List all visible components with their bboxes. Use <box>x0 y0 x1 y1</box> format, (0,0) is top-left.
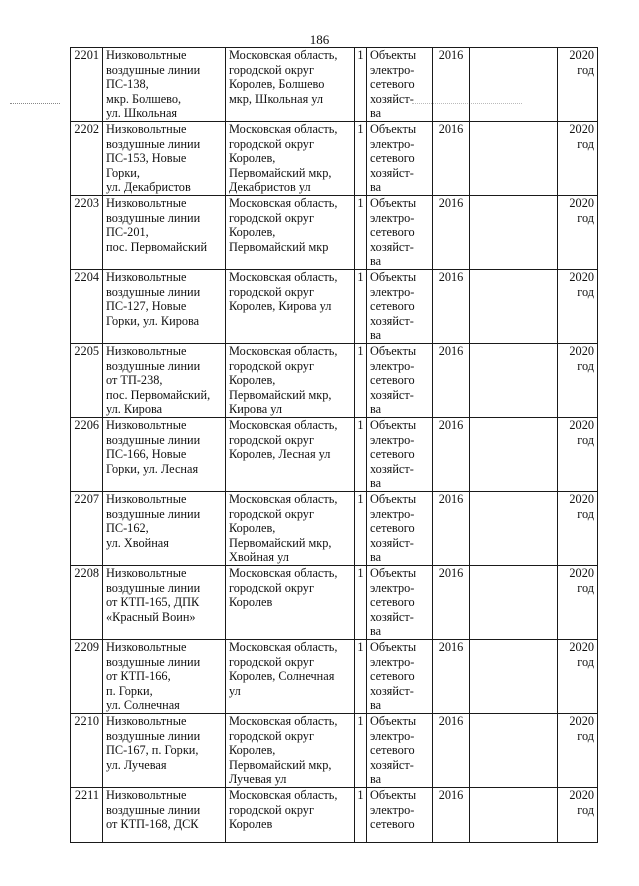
cell-line: 2020 <box>569 270 594 284</box>
cell-address <box>226 270 355 344</box>
cell-line: ПС-162, <box>106 521 149 536</box>
cell-address <box>226 122 355 196</box>
cell-line: ПС-166, Новые <box>106 447 187 462</box>
cell-quantity: 1 <box>355 48 367 122</box>
cell-line: городской округ <box>229 654 314 669</box>
page-number: 186 <box>309 32 330 47</box>
cell-line: воздушные линии <box>106 802 201 817</box>
cell-line: электро- <box>370 802 415 817</box>
cell-line: Первомайский мкр, <box>229 535 332 550</box>
cell-line: Объекты <box>370 418 417 432</box>
cell-line: воздушные линии <box>106 284 201 299</box>
cell-line: воздушные линии <box>106 580 201 595</box>
cell-line: год <box>577 654 594 669</box>
cell-plan-year <box>558 196 598 270</box>
cell-line: сетевого <box>370 447 415 462</box>
cell-plan-year <box>558 344 598 418</box>
cell-address <box>226 565 355 639</box>
cell-line: городской округ <box>229 136 314 151</box>
cell-plan-year <box>558 787 598 842</box>
cell-line: Низковольтные <box>106 48 187 62</box>
cell-line: сетевого <box>370 373 415 388</box>
cell-line: ва <box>370 624 382 639</box>
cell-line: Горки, ул. Лесная <box>106 461 199 476</box>
cell-line: хозяйст- <box>370 535 414 550</box>
cell-year: 2016 <box>433 565 470 639</box>
cell-object-type <box>367 48 433 122</box>
cell-line: сетевого <box>370 743 415 758</box>
scan-artifact <box>10 103 60 106</box>
cell-empty <box>470 565 558 639</box>
cell-object-name <box>103 639 226 713</box>
cell-line: воздушные линии <box>106 62 201 77</box>
cell-empty <box>470 787 558 842</box>
cell-line: сетевого <box>370 299 415 314</box>
cell-plan-year <box>558 270 598 344</box>
cell-number: 2207 <box>71 492 103 566</box>
cell-line: Королев, <box>229 743 276 758</box>
cell-address <box>226 787 355 842</box>
cell-number: 2206 <box>71 418 103 492</box>
cell-year: 2016 <box>433 713 470 787</box>
cell-line: ул. Школьная <box>106 106 178 121</box>
cell-line: Московская область, <box>229 418 338 432</box>
cell-line: Московская область, <box>229 270 338 284</box>
cell-line: Низковольтные <box>106 270 187 284</box>
cell-line: год <box>577 728 594 743</box>
cell-line: Объекты <box>370 492 417 506</box>
cell-quantity: 1 <box>355 344 367 418</box>
cell-line: хозяйст- <box>370 609 414 624</box>
cell-plan-year <box>558 713 598 787</box>
cell-line: ПС-167, п. Горки, <box>106 743 199 758</box>
cell-line: Московская область, <box>229 713 338 728</box>
cell-line: хозяйст- <box>370 683 414 698</box>
cell-line: хозяйст- <box>370 165 414 180</box>
cell-line: ул. Кирова <box>106 402 163 417</box>
cell-line: Объекты <box>370 639 417 654</box>
cell-object-type <box>367 787 433 842</box>
cell-plan-year <box>558 492 598 566</box>
cell-plan-year <box>558 639 598 713</box>
cell-object-name <box>103 122 226 196</box>
table-row <box>71 344 598 418</box>
cell-line: ва <box>370 106 382 121</box>
cell-empty <box>470 418 558 492</box>
cell-line: Королев, <box>229 521 276 536</box>
cell-year: 2016 <box>433 196 470 270</box>
cell-line: год <box>577 580 594 595</box>
cell-line: год <box>577 210 594 225</box>
cell-line: Горки, ул. Кирова <box>106 313 200 328</box>
cell-line: Московская область, <box>229 122 338 136</box>
cell-line: Низковольтные <box>106 196 187 210</box>
cell-line: Низковольтные <box>106 639 187 654</box>
cell-object-type <box>367 492 433 566</box>
cell-line: городской округ <box>229 506 314 521</box>
cell-quantity: 1 <box>355 713 367 787</box>
cell-number: 2204 <box>71 270 103 344</box>
cell-plan-year <box>558 565 598 639</box>
cell-line: городской округ <box>229 62 314 77</box>
cell-line: 2020 <box>569 492 594 506</box>
cell-year: 2016 <box>433 344 470 418</box>
cell-line: год <box>577 358 594 373</box>
cell-line: 2020 <box>569 713 594 728</box>
cell-line: Королев <box>229 595 273 610</box>
cell-line: 2020 <box>569 122 594 136</box>
cell-line: воздушные линии <box>106 728 201 743</box>
cell-line: пос. Первомайский <box>106 239 208 254</box>
cell-line: Объекты <box>370 787 417 802</box>
cell-line: ул. Солнечная <box>106 698 180 713</box>
cell-line: год <box>577 802 594 817</box>
cell-line: ва <box>370 772 382 787</box>
cell-line: хозяйст- <box>370 239 414 254</box>
cell-line: городской округ <box>229 580 314 595</box>
cell-number: 2205 <box>71 344 103 418</box>
cell-line: от КТП-165, ДПК <box>106 595 200 610</box>
cell-line: п. Горки, <box>106 683 153 698</box>
cell-empty <box>470 639 558 713</box>
table-row <box>71 270 598 344</box>
cell-line: ва <box>370 550 382 565</box>
cell-line: Низковольтные <box>106 344 187 358</box>
cell-line: Московская область, <box>229 639 338 654</box>
cell-object-name <box>103 713 226 787</box>
cell-line: хозяйст- <box>370 461 414 476</box>
cell-object-name <box>103 48 226 122</box>
cell-number: 2209 <box>71 639 103 713</box>
cell-line: год <box>577 284 594 299</box>
cell-quantity: 1 <box>355 492 367 566</box>
cell-line: Объекты <box>370 713 417 728</box>
cell-line: Объекты <box>370 122 417 136</box>
cell-line: Московская область, <box>229 48 338 62</box>
cell-line: воздушные линии <box>106 654 201 669</box>
cell-line: Объекты <box>370 48 417 62</box>
cell-line: электро- <box>370 506 415 521</box>
cell-line: Низковольтные <box>106 122 187 136</box>
cell-line: 2020 <box>569 196 594 210</box>
cell-quantity: 1 <box>355 639 367 713</box>
table-row <box>71 122 598 196</box>
cell-line: городской округ <box>229 284 314 299</box>
cell-address <box>226 639 355 713</box>
cell-plan-year <box>558 122 598 196</box>
cell-line: Объекты <box>370 196 417 210</box>
cell-line: Королев, Кирова ул <box>229 299 332 314</box>
cell-object-type <box>367 713 433 787</box>
cell-line: хозяйст- <box>370 387 414 402</box>
cell-quantity: 1 <box>355 418 367 492</box>
cell-address <box>226 48 355 122</box>
cell-line: Низковольтные <box>106 565 187 580</box>
cell-line: год <box>577 62 594 77</box>
cell-line: Королев, <box>229 151 276 166</box>
cell-line: электро- <box>370 358 415 373</box>
cell-line: электро- <box>370 210 415 225</box>
cell-line: Королев <box>229 817 273 832</box>
cell-empty <box>470 713 558 787</box>
cell-line: электро- <box>370 136 415 151</box>
table-row <box>71 196 598 270</box>
cell-empty <box>470 122 558 196</box>
cell-year: 2016 <box>433 418 470 492</box>
cell-line: воздушные линии <box>106 136 201 151</box>
cell-object-name <box>103 344 226 418</box>
cell-object-type <box>367 344 433 418</box>
cell-line: хозяйст- <box>370 91 414 106</box>
cell-address <box>226 196 355 270</box>
cell-quantity: 1 <box>355 787 367 842</box>
cell-line: электро- <box>370 284 415 299</box>
cell-line: Королев, <box>229 373 276 388</box>
cell-line: Объекты <box>370 344 417 358</box>
cell-line: ПС-138, <box>106 77 149 92</box>
cell-line: Декабристов ул <box>229 180 311 195</box>
cell-quantity: 1 <box>355 196 367 270</box>
cell-object-name <box>103 492 226 566</box>
cell-line: от КТП-166, <box>106 669 171 684</box>
cell-object-type <box>367 418 433 492</box>
cell-line: Московская область, <box>229 196 338 210</box>
table-row <box>71 639 598 713</box>
cell-line: ва <box>370 402 382 417</box>
cell-line: сетевого <box>370 225 415 240</box>
cell-line: ПС-153, Новые <box>106 151 187 166</box>
cell-line: Объекты <box>370 565 417 580</box>
cell-line: Низковольтные <box>106 492 187 506</box>
cell-address <box>226 492 355 566</box>
cell-object-type <box>367 122 433 196</box>
cell-line: ва <box>370 254 382 269</box>
cell-object-type <box>367 270 433 344</box>
cell-plan-year <box>558 48 598 122</box>
cell-number: 2201 <box>71 48 103 122</box>
cell-line: сетевого <box>370 595 415 610</box>
cell-line: воздушные линии <box>106 506 201 521</box>
cell-line: ва <box>370 476 382 491</box>
cell-object-name <box>103 565 226 639</box>
cell-year: 2016 <box>433 639 470 713</box>
cell-number: 2211 <box>71 787 103 842</box>
cell-line: электро- <box>370 654 415 669</box>
cell-line: пос. Первомайский, <box>106 387 211 402</box>
cell-line: воздушные линии <box>106 432 201 447</box>
cell-line: городской округ <box>229 728 314 743</box>
cell-line: 2020 <box>569 48 594 62</box>
cell-object-name <box>103 787 226 842</box>
cell-object-type <box>367 639 433 713</box>
cell-empty <box>470 48 558 122</box>
cell-line: Королев, Лесная ул <box>229 447 331 462</box>
cell-year: 2016 <box>433 122 470 196</box>
cell-empty <box>470 344 558 418</box>
cell-line: от КТП-168, ДСК <box>106 817 199 832</box>
table-row <box>71 418 598 492</box>
cell-line: 2020 <box>569 787 594 802</box>
cell-year: 2016 <box>433 48 470 122</box>
cell-line: сетевого <box>370 77 415 92</box>
cell-line: Первомайский мкр, <box>229 387 332 402</box>
cell-line: Московская область, <box>229 344 338 358</box>
cell-line: сетевого <box>370 151 415 166</box>
cell-line: Первомайский мкр, <box>229 165 332 180</box>
cell-line: воздушные линии <box>106 358 201 373</box>
cell-line: Низковольтные <box>106 787 187 802</box>
cell-year: 2016 <box>433 787 470 842</box>
cell-line: от ТП-238, <box>106 373 163 388</box>
cell-line: 2020 <box>569 418 594 432</box>
cell-line: Объекты <box>370 270 417 284</box>
cell-line: ул. Хвойная <box>106 535 169 550</box>
table-row <box>71 787 598 842</box>
cell-year: 2016 <box>433 270 470 344</box>
cell-number: 2203 <box>71 196 103 270</box>
cell-line: год <box>577 136 594 151</box>
cell-line: сетевого <box>370 669 415 684</box>
cell-line: Королев, Болшево <box>229 77 325 92</box>
cell-line: ва <box>370 180 382 195</box>
cell-line: Низковольтные <box>106 418 187 432</box>
cell-line: хозяйст- <box>370 313 414 328</box>
cell-object-type <box>367 565 433 639</box>
cell-quantity: 1 <box>355 122 367 196</box>
cell-line: ул <box>229 683 241 698</box>
cell-line: 2020 <box>569 565 594 580</box>
cell-line: городской округ <box>229 432 314 447</box>
cell-line: ва <box>370 698 382 713</box>
cell-empty <box>470 492 558 566</box>
cell-object-type <box>367 196 433 270</box>
cell-line: 2020 <box>569 639 594 654</box>
cell-line: Лучевая ул <box>229 772 287 787</box>
cell-line: мкр. Болшево, <box>106 91 182 106</box>
cell-line: электро- <box>370 62 415 77</box>
cell-line: хозяйст- <box>370 757 414 772</box>
cell-line: электро- <box>370 432 415 447</box>
cell-line: Низковольтные <box>106 713 187 728</box>
cell-line: городской округ <box>229 358 314 373</box>
cell-line: Горки, <box>106 165 140 180</box>
cell-line: Московская область, <box>229 492 338 506</box>
cell-line: ва <box>370 328 382 343</box>
cell-line: воздушные линии <box>106 210 201 225</box>
cell-line: год <box>577 432 594 447</box>
table-row <box>71 713 598 787</box>
cell-line: городской округ <box>229 210 314 225</box>
cell-address <box>226 713 355 787</box>
cell-quantity: 1 <box>355 270 367 344</box>
cell-year: 2016 <box>433 492 470 566</box>
cell-empty <box>470 196 558 270</box>
cell-line: Королев, Солнечная <box>229 669 335 684</box>
cell-line: «Красный Воин» <box>106 609 196 624</box>
cell-line: Королев, <box>229 225 276 240</box>
cell-line: мкр, Школьная ул <box>229 91 324 106</box>
cell-number: 2202 <box>71 122 103 196</box>
cell-plan-year <box>558 418 598 492</box>
cell-line: Московская область, <box>229 565 338 580</box>
cell-line: ул. Лучевая <box>106 757 167 772</box>
cell-line: ул. Декабристов <box>106 180 191 195</box>
cell-line: сетевого <box>370 521 415 536</box>
cell-object-name <box>103 270 226 344</box>
cell-line: Первомайский мкр, <box>229 757 332 772</box>
cell-address <box>226 344 355 418</box>
cell-line: Кирова ул <box>229 402 283 417</box>
cell-number: 2210 <box>71 713 103 787</box>
cell-object-name <box>103 196 226 270</box>
cell-line: ПС-127, Новые <box>106 299 187 314</box>
cell-line: электро- <box>370 728 415 743</box>
cell-line: год <box>577 506 594 521</box>
cell-line: Московская область, <box>229 787 338 802</box>
table-row <box>71 48 598 122</box>
cell-line: сетевого <box>370 817 415 832</box>
table-row <box>71 492 598 566</box>
cell-empty <box>470 270 558 344</box>
cell-address <box>226 418 355 492</box>
cell-line: 2020 <box>569 344 594 358</box>
cell-quantity: 1 <box>355 565 367 639</box>
table-row <box>71 565 598 639</box>
cell-line: Первомайский мкр <box>229 239 329 254</box>
registry-table <box>70 47 598 843</box>
cell-line: ПС-201, <box>106 225 149 240</box>
cell-line: электро- <box>370 580 415 595</box>
cell-object-name <box>103 418 226 492</box>
cell-line: городской округ <box>229 802 314 817</box>
cell-line: Хвойная ул <box>229 550 289 565</box>
cell-number: 2208 <box>71 565 103 639</box>
table-body <box>71 48 598 843</box>
